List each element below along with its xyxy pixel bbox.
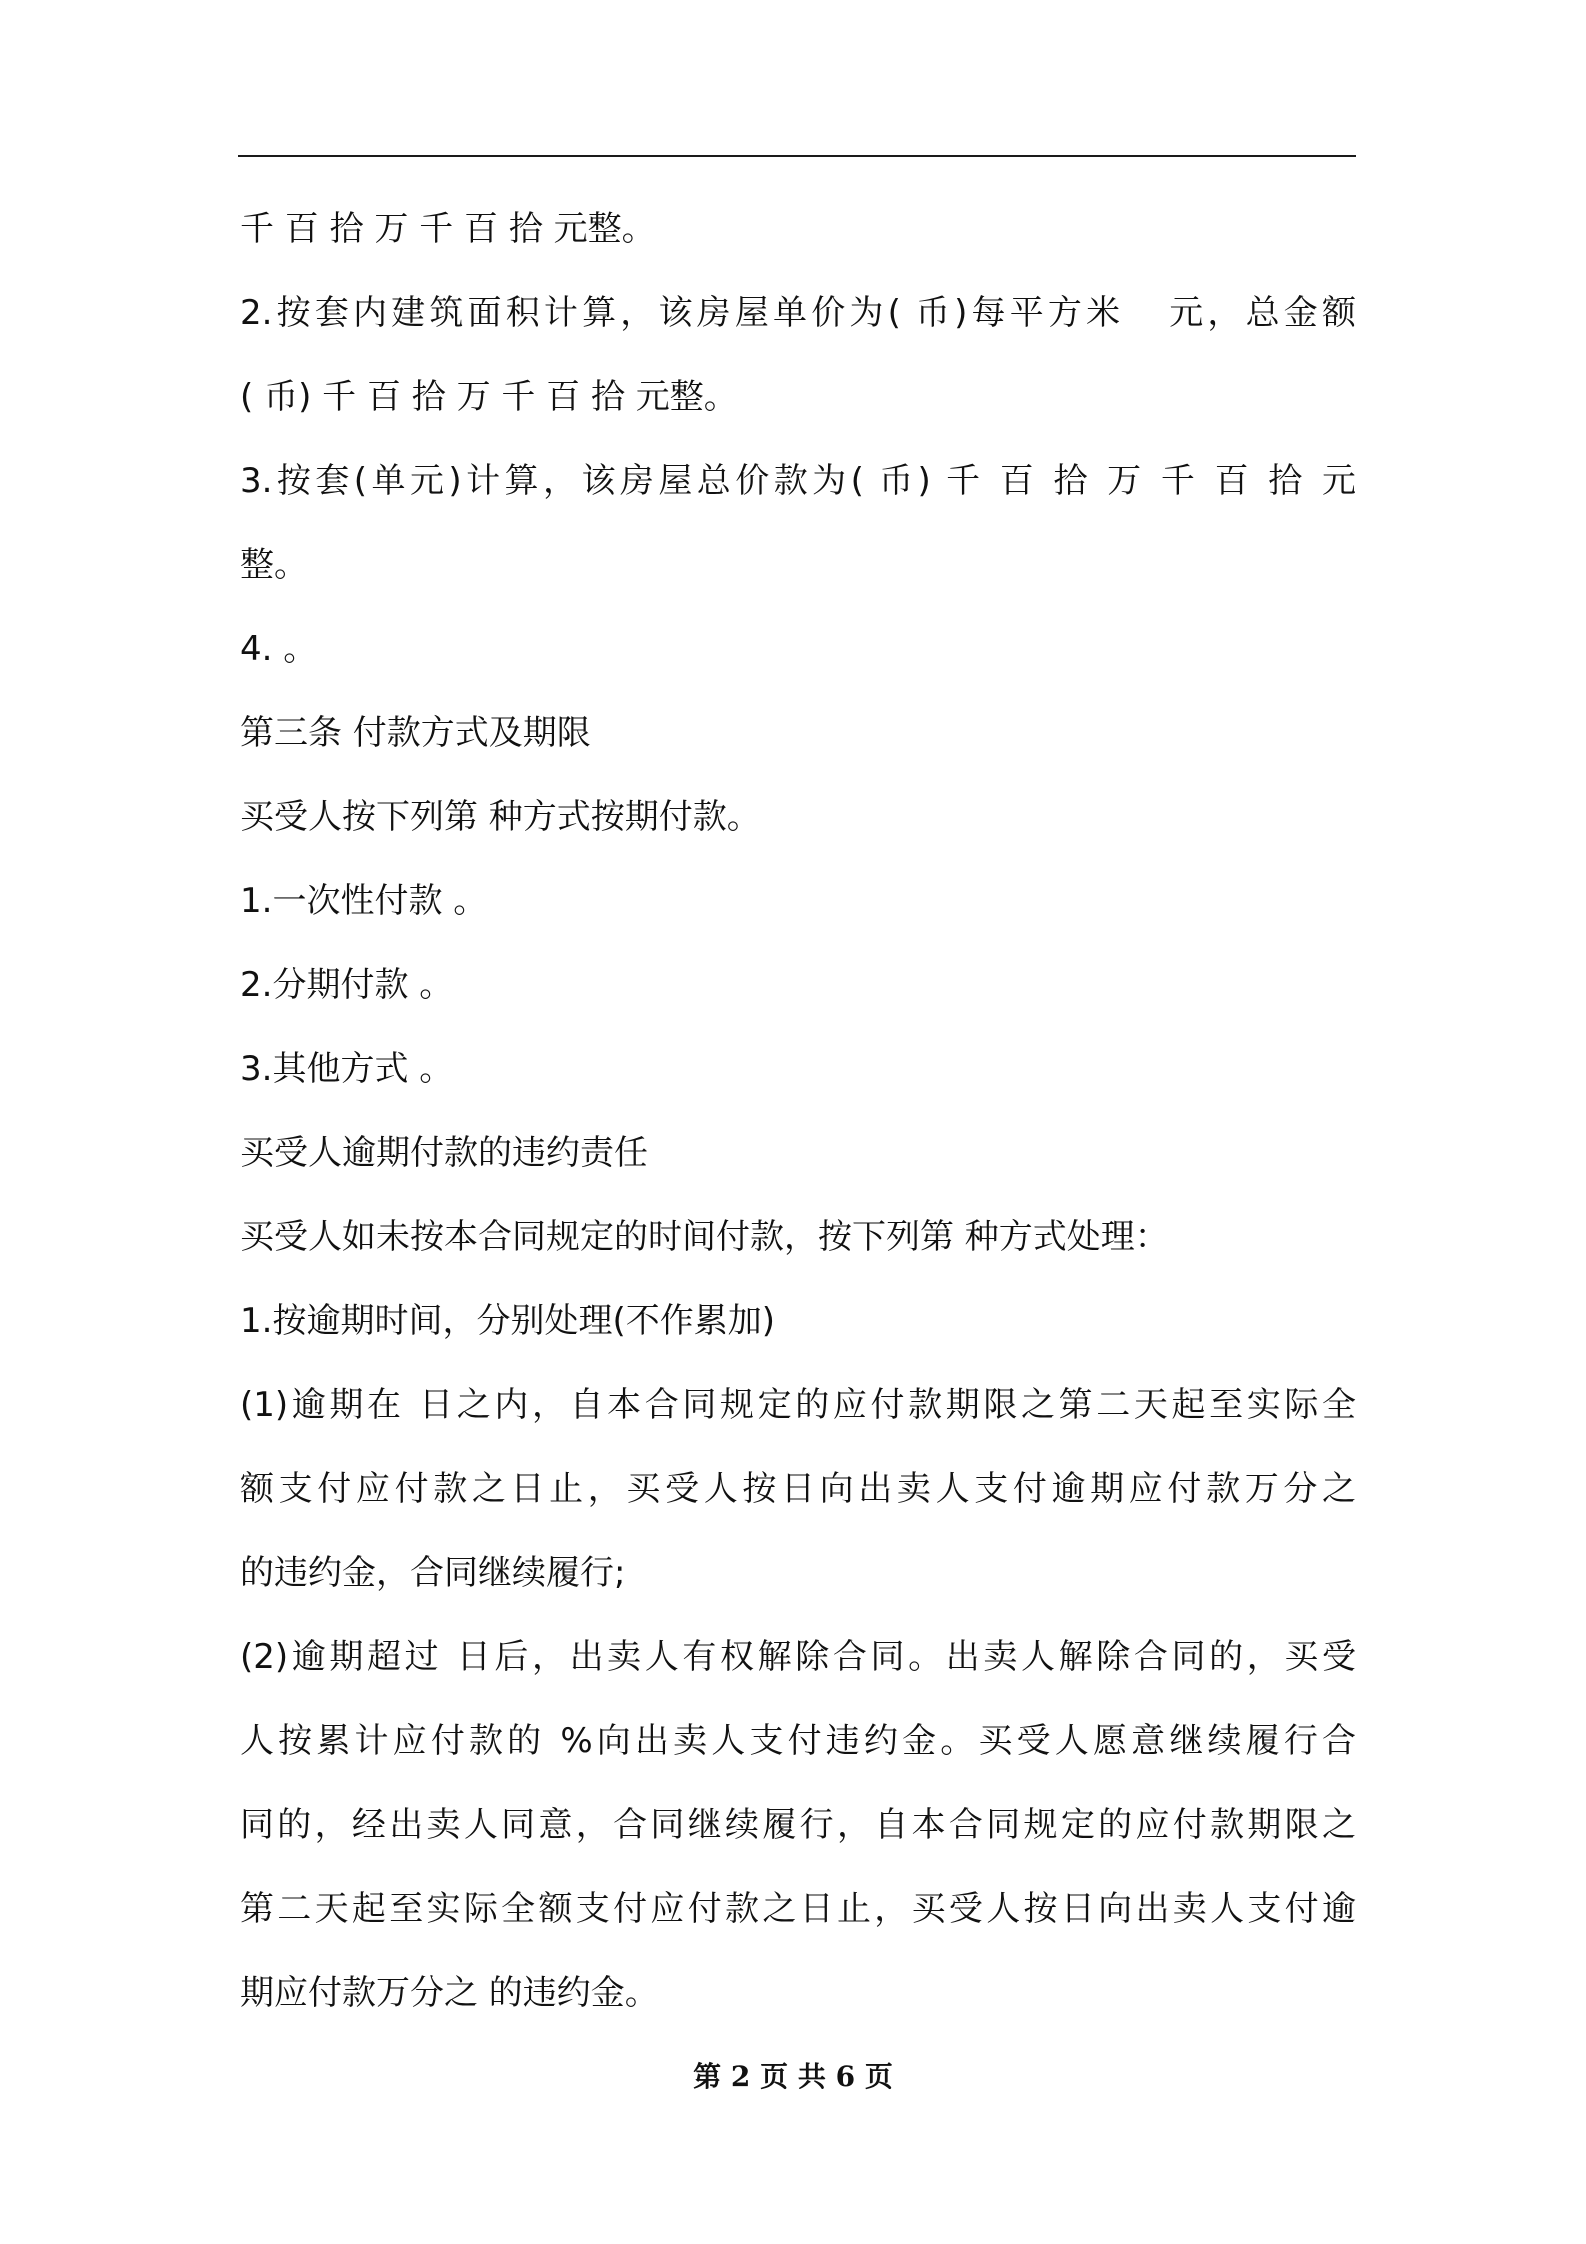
text-line: 2.按套内建筑面积计算，该房屋单价为( 币)每平方米 元，总金额: [240, 293, 1356, 333]
text-line: 整。: [240, 545, 308, 585]
list-item: 1.一次性付款 。: [240, 881, 488, 921]
list-item: 1.按逾期时间，分别处理(不作累加): [240, 1301, 775, 1341]
text-line: (1)逾期在 日之内，自本合同规定的应付款期限之第二天起至实际全: [240, 1385, 1356, 1425]
text-line: 额支付应付款之日止，买受人按日向出卖人支付逾期应付款万分之: [240, 1469, 1356, 1509]
header-rule: [238, 155, 1356, 157]
text-line: 期应付款万分之 的违约金。: [240, 1973, 659, 2013]
text-line: 买受人按下列第 种方式按期付款。: [240, 797, 761, 837]
text-line: ( 币) 千 百 拾 万 千 百 拾 元整。: [240, 377, 738, 417]
list-item: 3.其他方式 。: [240, 1049, 454, 1089]
section-heading: 第三条 付款方式及期限: [240, 713, 591, 753]
text-line: 3.按套(单元)计算，该房屋总价款为( 币) 千 百 拾 万 千 百 拾 元: [240, 461, 1356, 501]
text-line: 千 百 拾 万 千 百 拾 元整。: [240, 209, 656, 249]
subheading: 买受人逾期付款的违约责任: [240, 1133, 648, 1173]
text-line: 人按累计应付款的 %向出卖人支付违约金。买受人愿意继续履行合: [240, 1721, 1356, 1761]
text-line: 的违约金，合同继续履行;: [240, 1553, 626, 1593]
document-body: [240, 198, 1356, 2046]
text-line: 第二天起至实际全额支付应付款之日止，买受人按日向出卖人支付逾: [240, 1889, 1356, 1929]
text-line: 买受人如未按本合同规定的时间付款，按下列第 种方式处理：: [240, 1217, 1169, 1257]
list-item: 2.分期付款 。: [240, 965, 454, 1005]
text-line: (2)逾期超过 日后，出卖人有权解除合同。出卖人解除合同的，买受: [240, 1637, 1356, 1677]
page-number: 第 2 页 共 6 页: [693, 2060, 893, 2093]
text-line: 4. 。: [240, 629, 318, 669]
text-line: 同的，经出卖人同意，合同继续履行，自本合同规定的应付款期限之: [240, 1805, 1356, 1845]
